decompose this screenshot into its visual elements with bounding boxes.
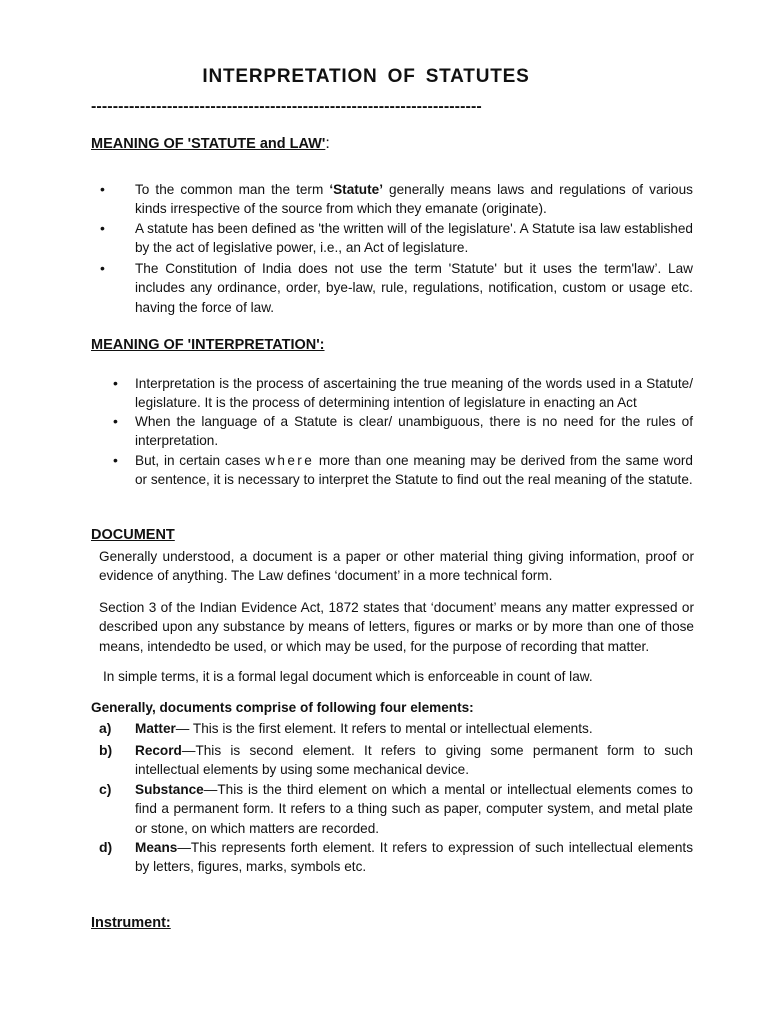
element-a-text: — This is the first element. It refers to mental or intellectual elements. <box>175 721 593 736</box>
document-paragraph-1: Generally understood, a document is a paper or other material thing giving information, proof or evidence of anything. The Law defines ‘document’ in a more technical form. <box>99 549 694 584</box>
document-paragraph-2: Section 3 of the Indian Evidence Act, 1872 states that ‘document’ means any matter expressed or described upon any substance by means of letters, figures or marks or by more than one of those means, intendedto be used, or which may be used, for the purpose of recording that matter. <box>99 600 694 654</box>
document-paragraph-3: In simple terms, it is a formal legal document which is enforceable in count of law. <box>103 669 593 684</box>
statute-bullet-2: A statute has been defined as 'the written will of the legislature'. A Statute isa law established by the act of legislative power, i.e., an Act of legislature. <box>135 221 693 256</box>
document-heading: DOCUMENT <box>91 527 175 543</box>
instrument-heading: Instrument: <box>91 915 171 931</box>
element-c-text: —This is the third element on which a mental or intellectual elements comes to find a permanent form. It refers to a thing such as paper, computer system, and metal plate or stone, on which matters are recorded. <box>135 782 693 836</box>
interpretation-bullet-3-pre: But, in certain cases <box>135 453 266 468</box>
statute-bullet-1-pre: To the common man the term <box>135 182 330 197</box>
statute-heading-text: MEANING OF 'STATUTE and LAW' <box>91 136 326 152</box>
element-a <box>135 719 693 738</box>
bullet-icon: • <box>113 413 118 429</box>
statute-bullet-1-post: generally means laws and regulations of various kinds irrespective of the source from which they emanate (originate). <box>135 182 693 217</box>
element-a-term: Matter <box>135 721 176 736</box>
statute-bullet-3: The Constitution of India does not use the term 'Statute' but it uses the term'law’. Law includes any ordinance, order, bye-law, rule, regulations, notification, custom or usage etc. having the force of law. <box>135 261 693 315</box>
element-letter: c) <box>99 781 112 797</box>
interpretation-bullet-2: When the language of a Statute is clear/ unambiguous, there is no need for the rules of interpretation. <box>135 414 693 449</box>
bullet-icon: • <box>100 220 105 236</box>
element-letter: a) <box>99 720 112 736</box>
element-d <box>135 838 693 877</box>
interpretation-bullet-3-spaced: where <box>265 453 315 468</box>
interpretation-bullet-3 <box>135 451 693 490</box>
bullet-icon: • <box>100 181 105 197</box>
element-b <box>135 741 693 780</box>
bullet-icon: • <box>100 260 105 276</box>
bullet-icon: • <box>113 375 118 391</box>
bullet-icon: • <box>113 452 118 468</box>
element-b-term: Record <box>135 743 182 758</box>
statute-bullet-1-term: ‘Statute’ <box>329 182 383 197</box>
title-rule: ------------------------------------------------------------------------ <box>91 98 482 115</box>
element-c-term: Substance <box>135 782 204 797</box>
elements-heading: Generally, documents comprise of following four elements: <box>91 700 474 715</box>
element-c <box>135 780 693 838</box>
element-d-term: Means <box>135 840 178 855</box>
element-d-text: —This represents forth element. It refers to expression of such intellectual elements by letters, figures, marks, symbols etc. <box>135 840 693 875</box>
document-title: INTERPRETATION OF STATUTES <box>202 66 530 87</box>
statute-heading <box>91 135 330 153</box>
interpretation-bullet-3-post: more than one meaning may be derived from the same word or sentence, it is necessary to interpret the Statute to find out the real meaning of the statute. <box>135 453 693 488</box>
element-b-text: —This is second element. It refers to giving some permanent form to such intellectual elements by using some mechanical device. <box>135 743 693 778</box>
interpretation-heading: MEANING OF 'INTERPRETATION': <box>91 337 325 353</box>
statute-heading-colon: : <box>325 135 330 152</box>
element-letter: d) <box>99 839 113 855</box>
interpretation-bullet-1: Interpretation is the process of ascertaining the true meaning of the words used in a Statute/ legislature. It is the process of determining intention of legislature in enacting an Act <box>135 376 693 411</box>
element-letter: b) <box>99 742 113 758</box>
statute-bullet-1 <box>135 180 693 219</box>
